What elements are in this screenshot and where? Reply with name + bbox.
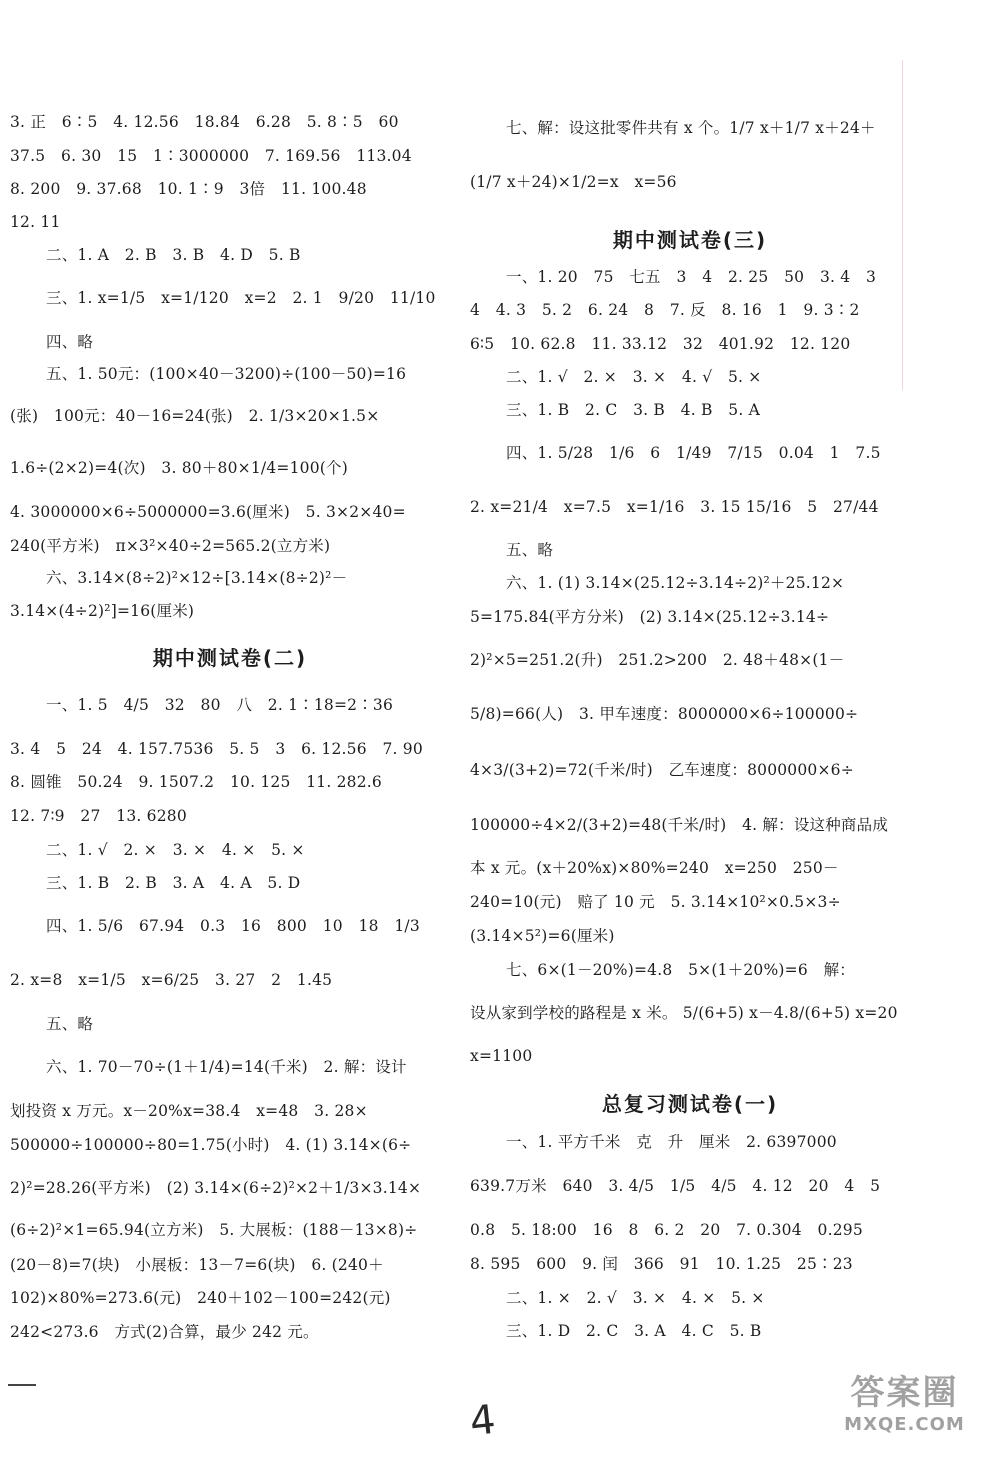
answer-line: 2)²=28.26(平方米) (2) 3.14×(6÷2)²×2＋1/3×3.14× [10,1179,422,1197]
answer-line: 3. 4 5 24 4. 157.7536 5. 5 3 6. 12.56 7. 90 [10,740,423,758]
watermark-logo [817,1365,992,1451]
answer-line: 37.5 6. 30 15 1∶3000000 7. 169.56 113.04 [10,147,412,165]
answer-line: 六、1. (1) 3.14×(25.12÷3.14÷2)²＋25.12× [506,574,845,592]
answer-line: (20－8)=7(块) 小展板：13－7=6(块) 6. (240＋ [10,1256,384,1274]
answer-line: 639.7万米 640 3. 4/5 1/5 4/5 4. 12 20 4 5 [470,1177,881,1195]
watermark-line1: 答案圈 [850,1373,959,1413]
section-title: 期中测试卷(三) [612,228,768,252]
section-title: 期中测试卷(二) [152,646,308,670]
answer-line: (3.14×5²)=6(厘米) [470,927,615,945]
answer-line: 3. 正 6∶5 4. 12.56 18.84 6.28 5. 8∶5 60 [10,113,399,131]
answer-line: 六、1. 70－70÷(1＋1/4)=14(千米) 2. 解：设计 [46,1058,407,1076]
answer-line: 4 4. 3 5. 2 6. 24 8 7. 反 8. 16 1 9. 3∶2 [470,301,860,319]
answer-line: 4. 3000000×6÷5000000=3.6(厘米) 5. 3×2×40= [10,503,406,521]
answer-line: 设从家到学校的路程是 x 米。 5/(6+5) x－4.8/(6+5) x=20 [470,1004,898,1022]
answer-line: 六、3.14×(8÷2)²×12÷[3.14×(8÷2)²－ [46,569,348,587]
answer-line: 划投资 x 万元。x－20%x=38.4 x=48 3. 28× [10,1102,368,1120]
section-title: 总复习测试卷(一) [601,1092,779,1116]
answer-line: 0.8 5. 18:00 16 8 6. 2 20 7. 0.304 0.295 [470,1221,863,1239]
answer-line: 二、1. √ 2. × 3. × 4. × 5. × [46,841,305,859]
watermark-line2: MXQE.COM [844,1414,965,1435]
answer-line: 三、1. B 2. B 3. A 4. A 5. D [46,874,301,892]
answer-line: 七、解：设这批零件共有 x 个。1/7 x＋1/7 x＋24＋ [506,119,876,137]
answer-line: 五、略 [46,1015,94,1033]
answer-line: 三、1. x=1/5 x=1/120 x=2 2. 1 9/20 11/10 [46,289,436,307]
answer-line: 五、1. 50元：(100×40－3200)÷(100－50)=16 [46,365,407,383]
answer-line: (1/7 x＋24)×1/2=x x=56 [470,173,677,191]
answer-line: 本 x 元。(x＋20%x)×80%=240 x=250 250－ [470,859,839,877]
answer-line: (张) 100元：40－16=24(张) 2. 1/3×20×1.5× [10,407,380,425]
answer-line: 6∶5 10. 62.8 11. 33.12 32 401.92 12. 120 [470,335,851,353]
answer-line: x=1100 [470,1047,533,1065]
answer-line: (6÷2)²×1=65.94(立方米) 5. 大展板：(188－13×8)÷ [10,1221,418,1239]
answer-line: 二、1. A 2. B 3. B 4. D 5. B [46,246,301,264]
footer-dash [8,1384,36,1386]
answer-line: 240=10(元) 赔了 10 元 5. 3.14×10²×0.5×3÷ [470,893,841,911]
answer-line: 100000÷4×2/(3+2)=48(千米/时) 4. 解：设这种商品成 [470,816,889,834]
answer-line: 12. 11 [10,213,61,231]
answer-line: 242<273.6 方式(2)合算，最少 242 元。 [10,1323,319,1341]
answer-line: 七、6×(1－20%)=4.8 5×(1＋20%)=6 解： [506,961,855,979]
answer-line: 8. 595 600 9. 闰 366 91 10. 1.25 25∶23 [470,1255,853,1273]
answer-line: 一、1. 5 4/5 32 80 八 2. 1∶18=2∶36 [46,696,394,714]
answer-line: 5=175.84(平方分米) (2) 3.14×(25.12÷3.14÷ [470,608,830,626]
answer-line: 8. 圆锥 50.24 9. 1507.2 10. 125 11. 282.6 [10,773,382,791]
answer-line: 三、1. B 2. C 3. B 4. B 5. A [506,401,761,419]
answer-line: 5/8)=66(人) 3. 甲车速度：8000000×6÷100000÷ [470,705,859,723]
answer-line: 五、略 [506,541,554,559]
answer-line: 3.14×(4÷2)²]=16(厘米) [10,602,195,620]
answer-line: 四、1. 5/6 67.94 0.3 16 800 10 18 1/3 [46,917,420,935]
answer-line: 4×3/(3+2)=72(千米/时) 乙车速度：8000000×6÷ [470,761,854,779]
answer-line: 1.6÷(2×2)=4(次) 3. 80＋80×1/4=100(个) [10,459,348,477]
answer-line: 12. 7∶9 27 13. 6280 [10,807,187,825]
answer-line: 四、1. 5/28 1/6 6 1/49 7/15 0.04 1 7.5 [506,444,881,462]
answer-line: 二、1. × 2. √ 3. × 4. × 5. × [506,1289,765,1307]
answer-line: 2)²×5=251.2(升) 251.2>200 2. 48＋48×(1－ [470,651,845,669]
answer-line: 2. x=8 x=1/5 x=6/25 3. 27 2 1.45 [10,971,333,989]
answer-line: 500000÷100000÷80=1.75(小时) 4. (1) 3.14×(6÷ [10,1136,412,1154]
answer-line: 一、1. 平方千米 克 升 厘米 2. 6397000 [506,1133,837,1151]
answer-line: 8. 200 9. 37.68 10. 1∶9 3倍 11. 100.48 [10,180,367,198]
answer-line: 102)×80%=273.6(元) 240＋102－100=242(元) [10,1289,391,1307]
answer-line: 三、1. D 2. C 3. A 4. C 5. B [506,1322,762,1340]
answer-line: 二、1. √ 2. × 3. × 4. √ 5. × [506,368,762,386]
answer-line: 四、略 [46,333,94,351]
answer-line: 2. x=21/4 x=7.5 x=1/16 3. 15 15/16 5 27/44 [470,498,879,516]
page-number: 4 [467,1396,498,1446]
answer-line: 240(平方米) π×3²×40÷2=565.2(立方米) [10,537,331,555]
answer-line: 一、1. 20 75 七五 3 4 2. 25 50 3. 4 3 [506,268,877,286]
